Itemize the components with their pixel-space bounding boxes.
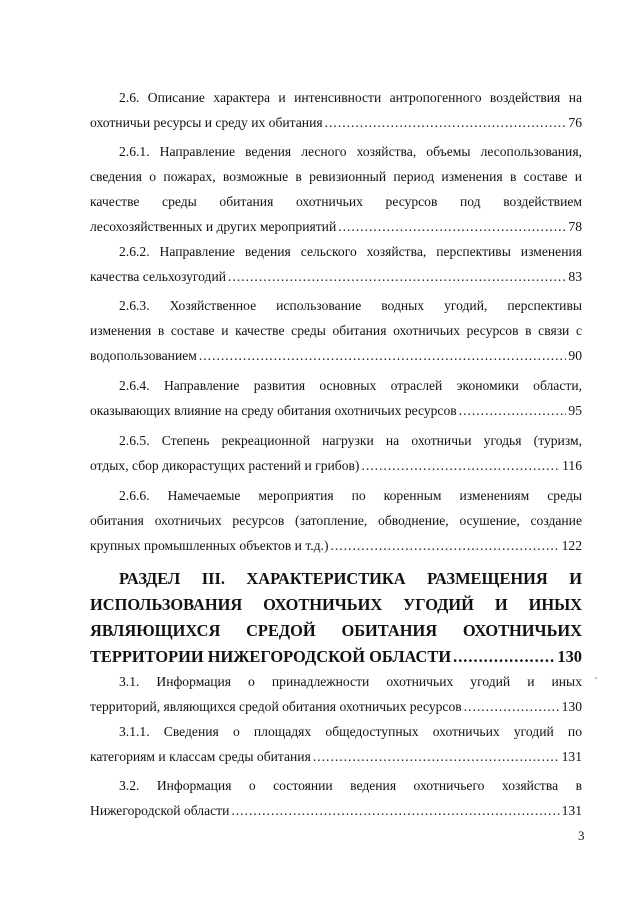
toc-entry-text: 2.6.5. Степень рекреационной нагрузки на охотничьи угодья (туризм, — [119, 433, 582, 448]
toc-page-number: 95 — [568, 403, 582, 418]
toc-entry-last-line — [90, 267, 582, 287]
toc-entry-last-line — [90, 536, 582, 556]
toc-entry-last-line — [90, 747, 582, 767]
toc-entry-text: 2.6.3. Хозяйственное использование водных угодий, перспективы — [119, 298, 582, 313]
toc-entry-text: категориям и классам среды обитания — [90, 749, 311, 764]
toc-page-number: 131 — [561, 803, 582, 818]
dot-leader — [231, 801, 559, 821]
toc-entry-last-line — [90, 217, 582, 237]
toc-entry-text: 2.6.2. Направление ведения сельского хозяйства, перспективы изменения — [119, 244, 582, 259]
toc-entry-last-line — [90, 113, 582, 133]
toc-page-number: 130 — [561, 699, 582, 714]
toc-entry-text: территорий, являющихся средой обитания охотничьих ресурсов — [90, 699, 462, 714]
toc-entry-text: 3.1.1. Сведения о площадях общедоступных охотничьих угодий по — [119, 724, 582, 739]
section-heading-text: ЯВЛЯЮЩИХСЯ СРЕДОЙ ОБИТАНИЯ ОХОТНИЧЬИХ — [90, 621, 582, 640]
toc-entry-text: качестве среды обитания охотничьих ресурсов под воздействием — [90, 194, 582, 209]
toc-entry-text: водопользованием — [90, 348, 197, 363]
toc-entry-text: лесохозяйственных и других мероприятий — [90, 219, 337, 234]
dot-leader — [199, 346, 567, 366]
toc-entry-last-line — [90, 456, 582, 476]
toc-page-number: 131 — [561, 749, 582, 764]
toc-entry-text: крупных промышленных объектов и т.д.) — [90, 538, 329, 553]
toc-page-number: 90 — [568, 348, 582, 363]
page-number: 3 — [578, 828, 585, 843]
section-heading-text: ИСПОЛЬЗОВАНИЯ ОХОТНИЧЬИХ УГОДИЙ И ИНЫХ — [90, 595, 582, 614]
dot-leader — [228, 267, 566, 287]
toc-page-number: 83 — [568, 269, 582, 284]
toc-entry-text: 3.1. Информация о принадлежности охотничьих угодий и иных — [119, 674, 582, 689]
toc-entry-text: 2.6.1. Направление ведения лесного хозяйства, объемы лесопользования, — [119, 144, 582, 159]
scan-speck — [595, 677, 597, 679]
dot-leader — [325, 113, 567, 133]
toc-entry-text: сведения о пожарах, возможные в ревизионный период изменения в составе и — [90, 169, 582, 184]
section-heading-text: РАЗДЕЛ III. ХАРАКТЕРИСТИКА РАЗМЕЩЕНИЯ И — [119, 569, 582, 588]
dot-leader — [453, 644, 555, 670]
toc-entry-text: Нижегородской области — [90, 803, 230, 818]
toc-entry-text: охотничьи ресурсы и среду их обитания — [90, 115, 323, 130]
dot-leader — [464, 697, 560, 717]
toc-entry-text: изменения в составе и качестве среды обитания охотничьих ресурсов в связи с — [90, 323, 582, 338]
dot-leader — [361, 456, 560, 476]
section-heading-last-line — [90, 644, 582, 670]
toc-entry-last-line — [90, 801, 582, 821]
toc-entry-text: качества сельхозугодий — [90, 269, 227, 284]
dot-leader — [459, 401, 567, 421]
toc-entry-last-line — [90, 346, 582, 366]
toc-entry-text: 2.6. Описание характера и интенсивности антропогенного воздействия на — [119, 90, 582, 105]
dot-leader — [338, 217, 566, 237]
toc-entry-text: 2.6.4. Направление развития основных отраслей экономики области, — [119, 378, 582, 393]
toc-entry-last-line — [90, 697, 582, 717]
dot-leader — [313, 747, 560, 767]
toc-page-number: 116 — [562, 458, 582, 473]
toc-entry-text: оказывающих влияние на среду обитания охотничьих ресурсов — [90, 403, 457, 418]
toc-page-number: 78 — [568, 219, 582, 234]
toc-page-number: 122 — [561, 538, 582, 553]
toc-page-number: 130 — [557, 647, 582, 666]
toc-entry-last-line — [90, 401, 582, 421]
toc-entry-text: 3.2. Информация о состоянии ведения охотничьего хозяйства в — [119, 778, 582, 793]
toc-page-number: 76 — [568, 115, 582, 130]
toc-entry-text: отдых, сбор дикорастущих растений и грибов) — [90, 458, 360, 473]
section-heading-text: ТЕРРИТОРИИ НИЖЕГОРОДСКОЙ ОБЛАСТИ — [90, 647, 452, 666]
dot-leader — [330, 536, 559, 556]
toc-entry-text: обитания охотничьих ресурсов (затопление, обводнение, осушение, создание — [90, 513, 582, 528]
toc-entry-text: 2.6.6. Намечаемые мероприятия по коренным изменениям среды — [119, 488, 582, 503]
